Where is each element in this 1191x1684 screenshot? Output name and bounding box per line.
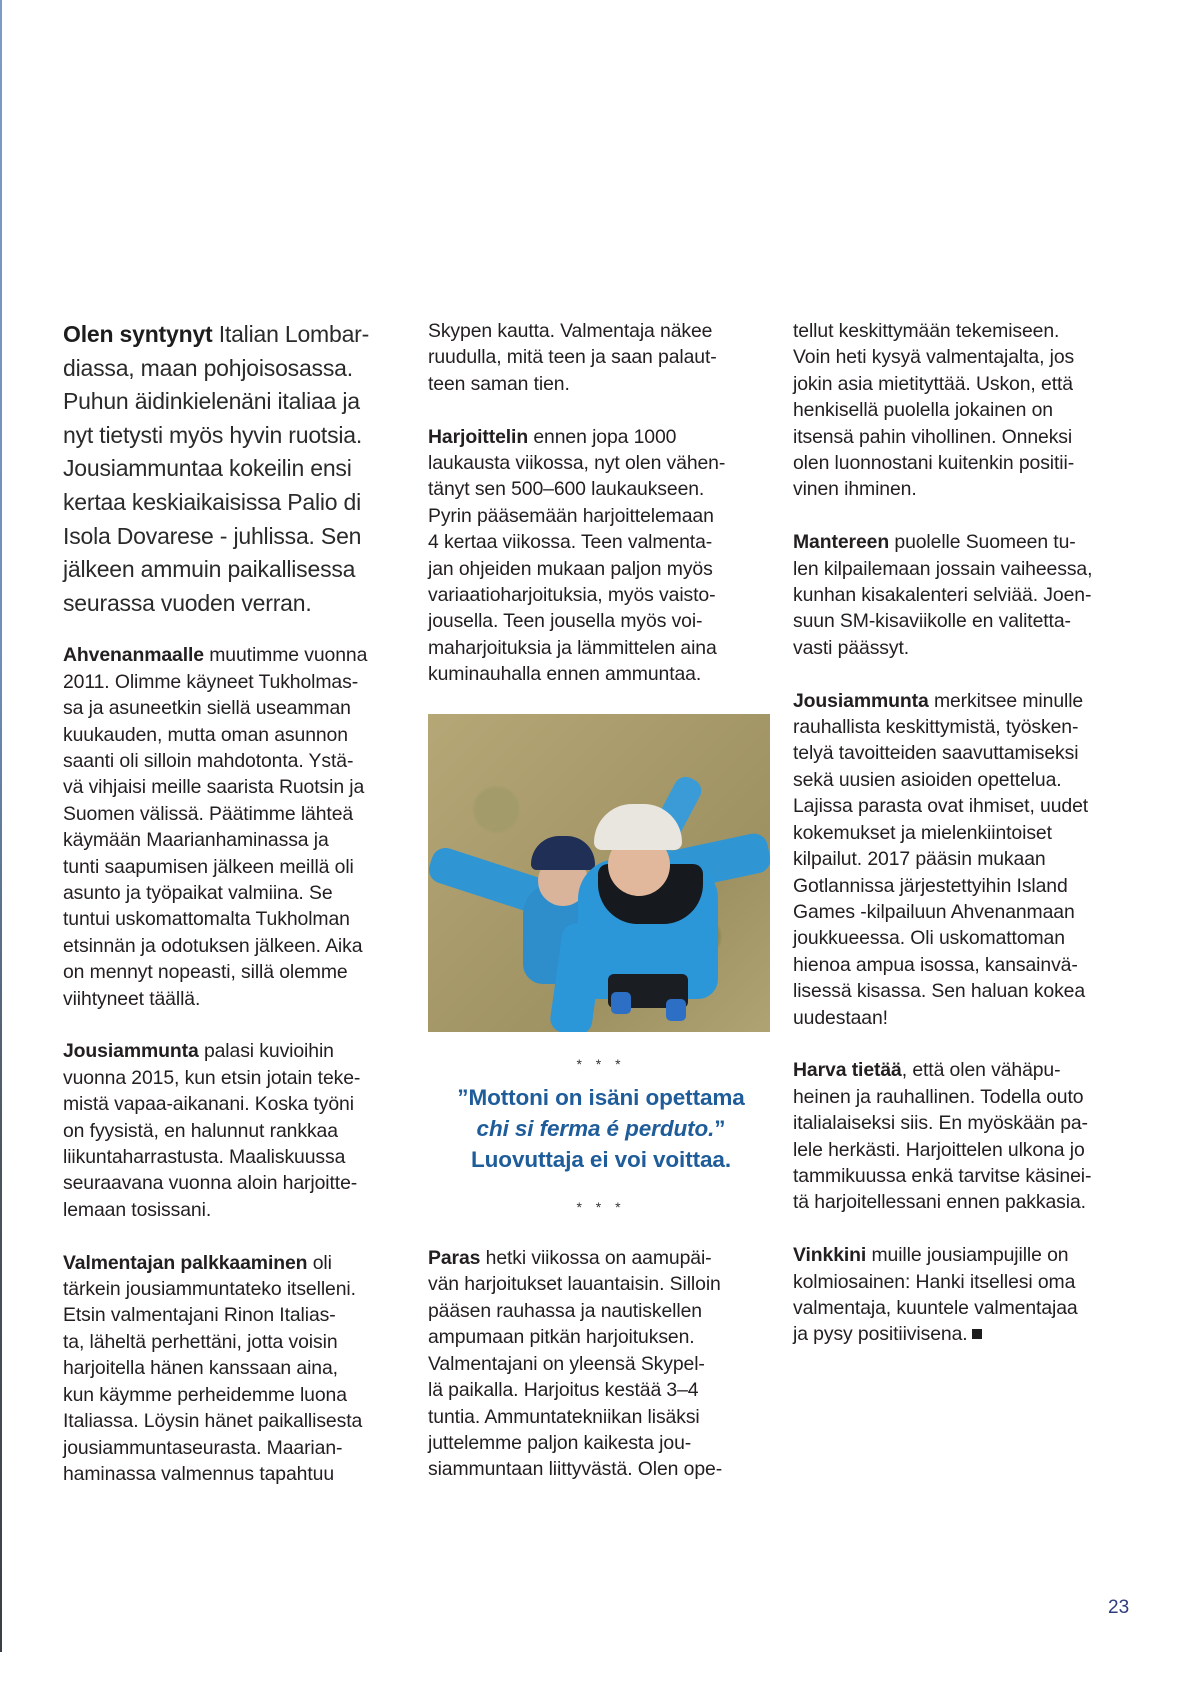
- lead-bold-intro: Olen syntynyt: [63, 321, 213, 347]
- paragraph-lead-word: Paras: [428, 1247, 481, 1270]
- archers-selfie-photo: [428, 714, 770, 1032]
- paragraph-harva-tietaa: Harva tietää, että olen vähäpu- heinen ja rauhallinen. Todella outo italialaiseksi siis. En myöskään pa- lele herkästi. Harjoittelen ulkona jo tammikuussa enkä tarvitse käsinei- tä harjoitellessani ennen pakkasia.: [793, 1059, 1092, 1214]
- photo-shoe: [666, 999, 686, 1021]
- paragraph-paras: Paras hetki viikossa on aamupäi- vän harjoitukset lauantaisin. Silloin pääsen rauhassa ja nautiskellen ampumaan pitkän harjoituksen. Valmentajani on yleensä Skypel- lä paikalla. Harjoitus kestää 3–4 tuntia. Ammuntatekniikan lisäksi juttelemme paljon kaikesta jou- siammuntaan liittyvästä. Olen ope-: [428, 1247, 723, 1481]
- photo-shoe: [611, 992, 631, 1014]
- page-edge-line: [0, 0, 2, 1652]
- paragraph-valmentajan: Valmentajan palkkaaminen oli tärkein jousiammuntateko itselleni. Etsin valmentajani Rinon Italias- ta, läheltä perhettäni, jotta voisin harjoitella hänen kanssaan aina, kun käymme perheidemme luona Italiassa. Löysin hänet paikallisesta jousiammuntaseurasta. Maarian- haminassa valmennus tapahtuu: [63, 1251, 363, 1485]
- paragraph-ahvenanmaalle: Ahvenanmaalle muutimme vuonna 2011. Olimme käyneet Tukholmas- sa ja asuneetkin siellä useamman kuukauden, mutta oman asunnon saanti oli silloin mahdotonta. Ystä- vä vihjaisi meille saarista Ruotsin ja Suomen välissä. Päätimme lähteä käymään Maarianhaminassa ja tunti saapumisen jälkeen meillä oli asunto ja työpaikat valmiina. Se tuntui uskomattomalta Tukholman etsinnän ja odotuksen jälkeen. Aika on mennyt nopeasti, sillä olemme viihtyneet täällä.: [63, 644, 368, 1010]
- paragraph-lead-word: Valmentajan palkkaaminen: [63, 1251, 308, 1274]
- paragraph-lead-word: Mantereen: [793, 531, 890, 554]
- article-column-1: [63, 318, 409, 1514]
- section-separator: * * *: [576, 1056, 626, 1073]
- paragraph-tellut: tellut keskittymään tekemiseen. Voin heti kysyä valmentajalta, jos jokin asia mietityttää. Uskon, että henkisellä puolella jokainen on itsensä pahin vihollinen. Onneksi olen luonnostani kuitenkin positii- vinen ihminen.: [793, 320, 1075, 501]
- paragraph-lead-word: Harjoittelin: [428, 425, 529, 448]
- paragraph-mantereen: Mantereen puolelle Suomeen tu- len kilpailemaan jossain vaiheessa, kunhan kisakalenteri selviää. Joen- suun SM-kisaviikolle en valitetta- vasti päässyt.: [793, 531, 1093, 659]
- paragraph-lead-word: Jousiammunta: [793, 689, 929, 712]
- article-column-3: [793, 318, 1143, 1374]
- paragraph-skypen: Skypen kautta. Valmentaja näkee ruudulla, mitä teen ja saan palaut- teen saman tien.: [428, 320, 717, 395]
- photo-floral-bucket-hat: [531, 836, 595, 870]
- article-column-2: [428, 318, 774, 1509]
- pull-quote: ”Mottoni on isäni opettama chi si ferma é perduto.” Luovuttaja ei voi voittaa.: [457, 1085, 745, 1173]
- paragraph-harjoittelin: Harjoittelin ennen jopa 1000 laukausta viikossa, nyt olen vähen- tänyt sen 500–600 laukaukseen. Pyrin pääsemään harjoittelemaan 4 kertaa viikossa. Teen valmenta- jan ohjeiden mukaan paljon myös variaatioharjoituksia, myös vaisto- jousella. Teen jousella myös voi- maharjoituksia ja lämmittelen aina kuminauhalla ennen ammuntaa.: [428, 425, 726, 686]
- page-number: 23: [1108, 1597, 1130, 1618]
- lead-paragraph: Olen syntynyt Italian Lombar- diassa, maan pohjoisosassa. Puhun äidinkielenäni italiaa ja nyt tietysti myös hyvin ruotsia. Jousiammuntaa kokeilin ensi kertaa keskiaikaisissa Palio di Isola Dovarese - juhlissa. Sen jälkeen ammuin paikallisessa seurassa vuoden verran.: [63, 321, 370, 616]
- paragraph-lead-word: Ahvenanmaalle: [63, 644, 204, 667]
- paragraph-jousiammunta-1: Jousiammunta palasi kuvioihin vuonna 2015, kun etsin jotain teke- mistä vapaa-aikanani. Koska työni on fyysistä, en halunnut rankkaa liikuntaharrastusta. Maaliskuussa seuraavana vuonna aloin harjoitte- lemaan tosissani.: [63, 1040, 361, 1221]
- end-of-article-square-icon: [972, 1329, 982, 1339]
- paragraph-lead-word: Harva tietää: [793, 1059, 902, 1082]
- paragraph-vinkkini: Vinkkini muille jousiampujille on kolmiosainen: Hanki itsellesi oma valmentaja, kuuntele valmentajaa ja pysy positiivisena.: [793, 1244, 1078, 1346]
- paragraph-jousiammunta-2: Jousiammunta merkitsee minulle rauhallista keskittymistä, työsken- telyä tavoitteiden saavuttamiseksi sekä uusien asioiden opettelua. Lajissa parasta ovat ihmiset, uudet kokemukset ja mielenkiintoiset kilpailut. 2017 pääsin mukaan Gotlannissa järjestettyihin Island Games -kilpailuun Ahvenanmaan joukkueessa. Oli uskomattoman hienoa ampua isossa, kansainvä- lisessä kisassa. Sen haluan kokea uudestaan!: [793, 689, 1089, 1029]
- section-separator: * * *: [576, 1199, 626, 1216]
- paragraph-lead-word: Vinkkini: [793, 1244, 867, 1267]
- paragraph-lead-word: Jousiammunta: [63, 1040, 199, 1063]
